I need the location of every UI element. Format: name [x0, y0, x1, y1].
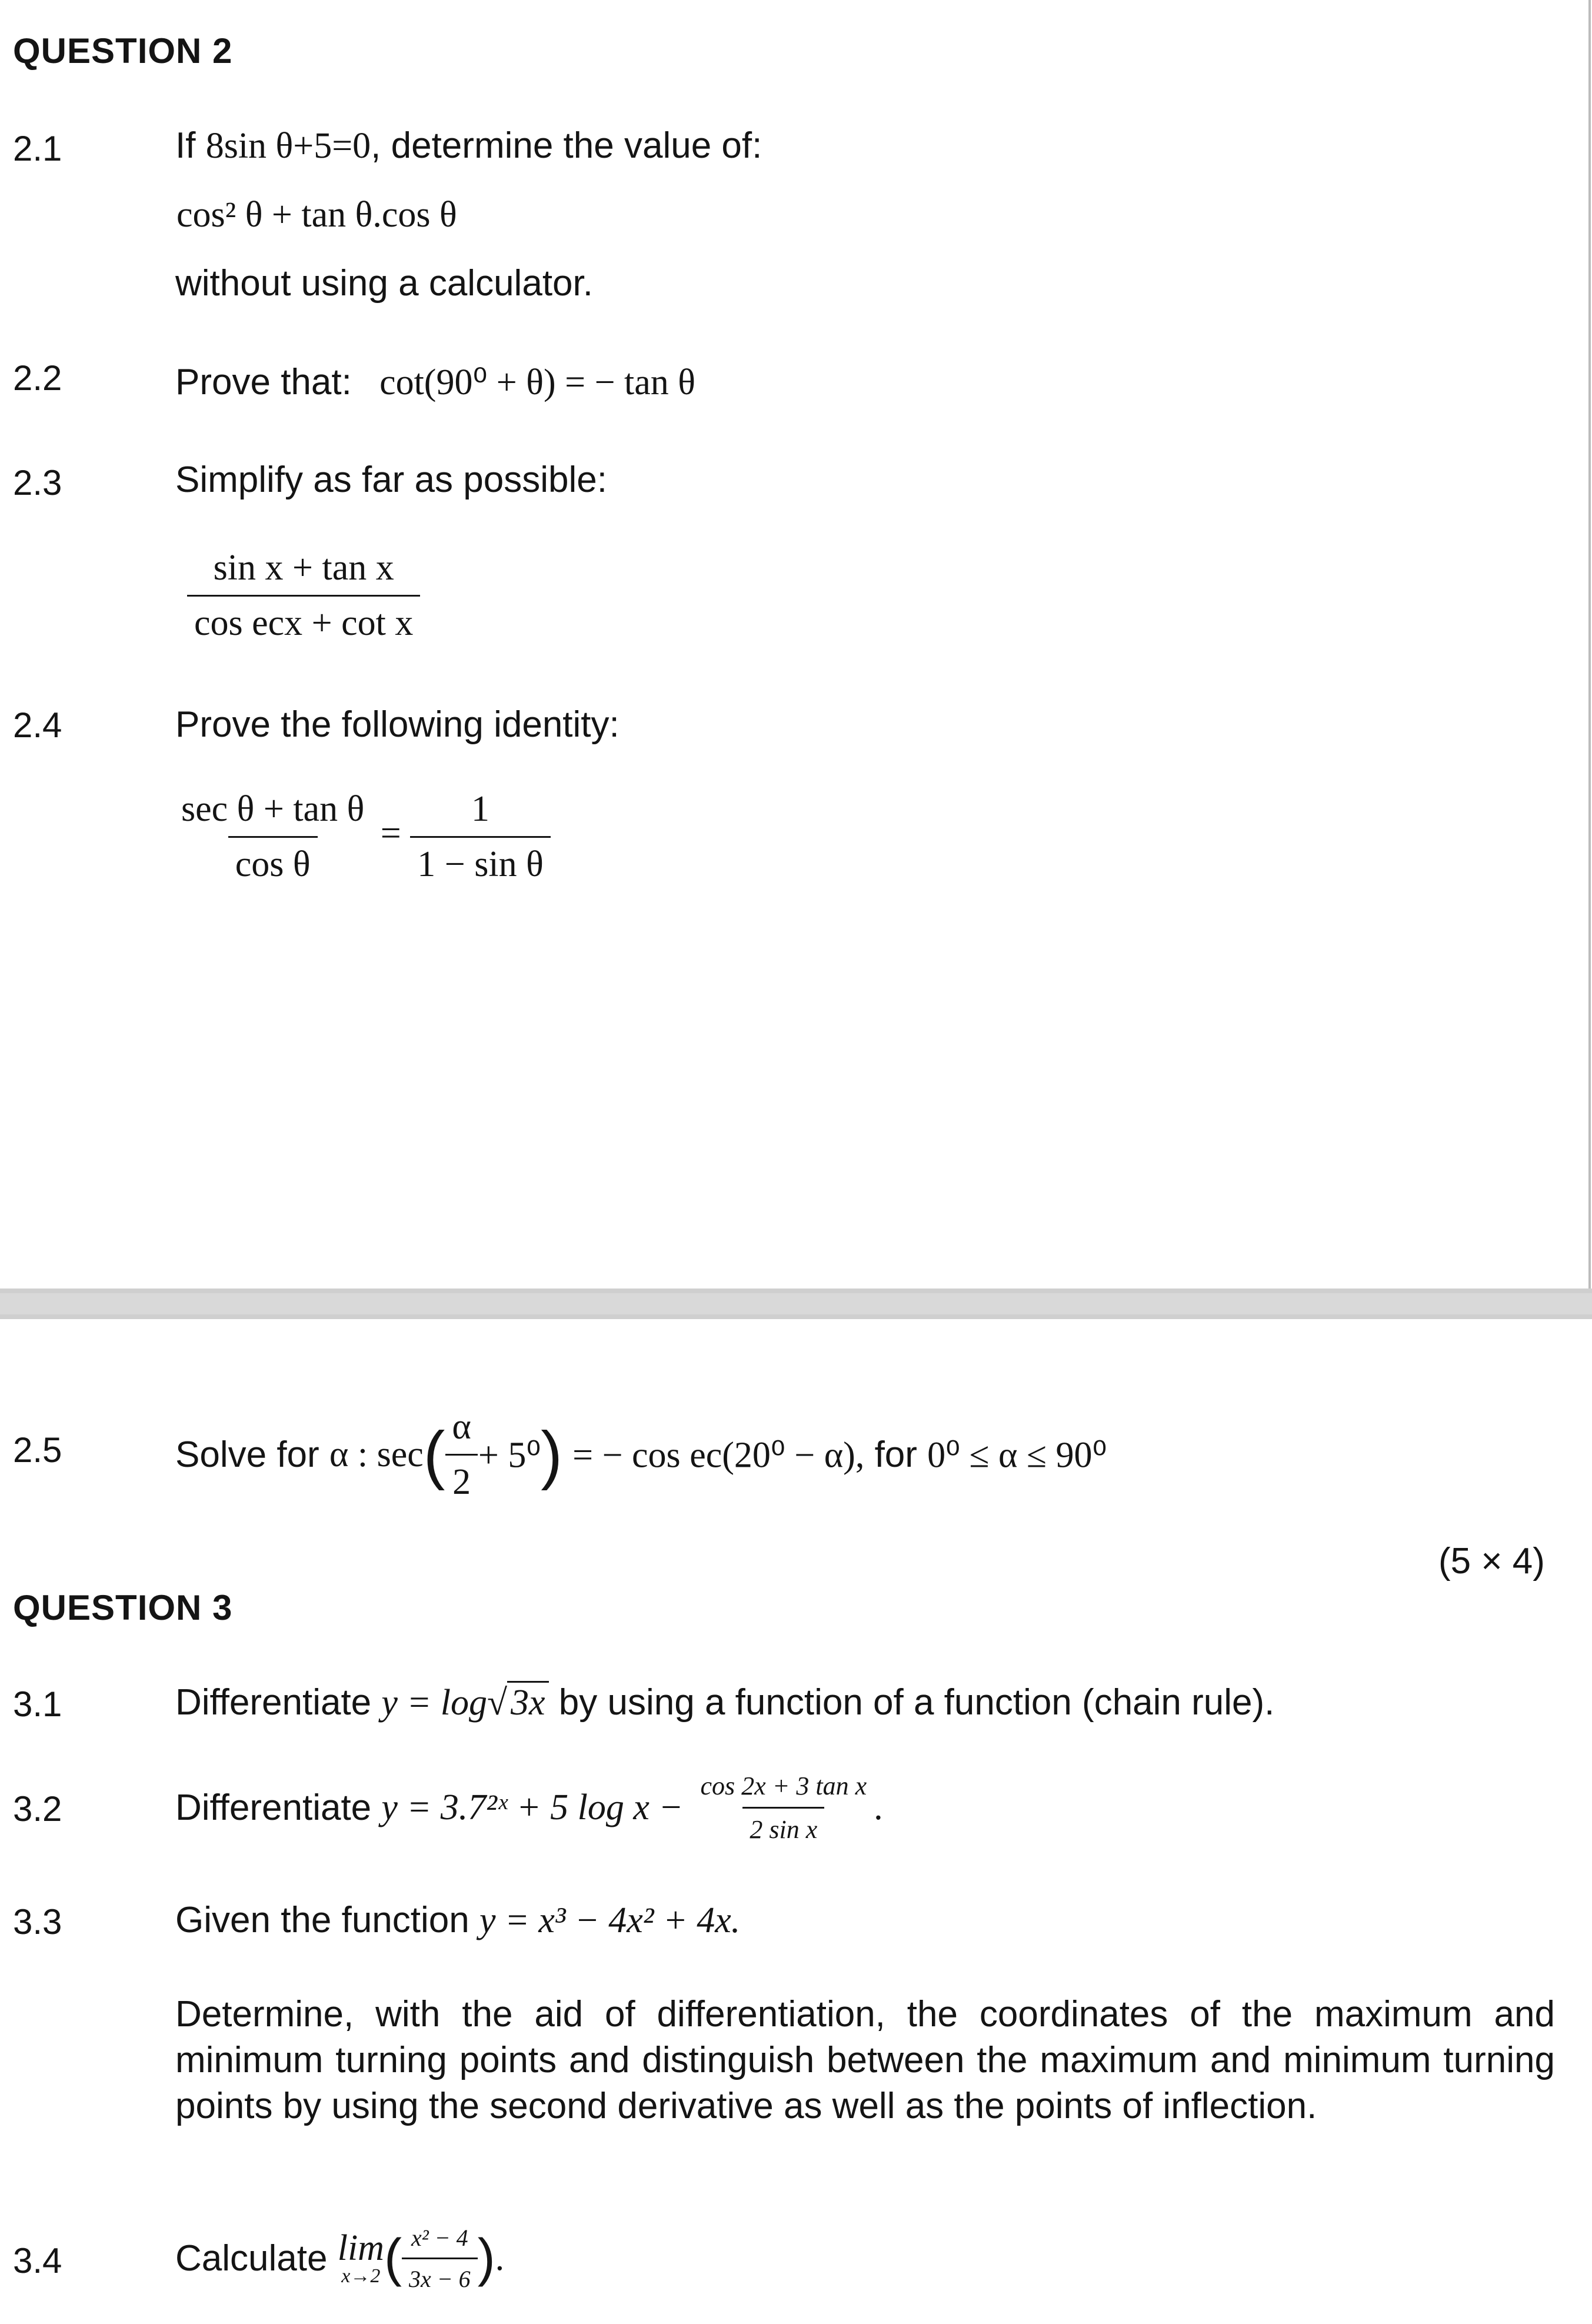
q25-for: for — [874, 1434, 917, 1475]
q32-expression: y = 3.7²ˣ + 5 log x − — [381, 1787, 684, 1827]
q2-marks: (5 × 4) — [1438, 1541, 1545, 1581]
q21-tail: , determine the value of: — [371, 125, 762, 166]
q22-number: 2.2 — [13, 358, 62, 398]
q34-lead: Calculate — [175, 2238, 328, 2279]
q22-expression: cot(90⁰ + θ) = − tan θ — [379, 362, 695, 402]
q32-number: 3.2 — [13, 1789, 62, 1829]
q25-number: 2.5 — [13, 1430, 62, 1470]
q32-statement — [175, 1771, 883, 1844]
q24-lhs-denominator: cos θ — [228, 836, 318, 885]
q31-expression: y = log — [381, 1683, 487, 1723]
q32-frac-numerator: cos 2x + 3 tan x — [700, 1772, 867, 1800]
q23-numerator: sin x + tan x — [213, 548, 394, 588]
q34-end: . — [495, 2238, 505, 2278]
q33-number: 3.3 — [13, 1902, 62, 1942]
q21-expression: cos² θ + tan θ.cos θ — [176, 195, 457, 235]
page-break-divider — [0, 1288, 1592, 1319]
q31-statement: Differentiate y = log√3x by using a function of a function (chain rule). — [175, 1682, 1275, 1723]
q25-frac-denominator: 2 — [445, 1454, 478, 1503]
q34-lim-subscript: x→2 — [341, 2265, 381, 2288]
q22-lead: Prove that: — [175, 362, 352, 402]
q25-lead: Solve for — [175, 1434, 319, 1475]
page-edge — [1588, 0, 1591, 1288]
q25-frac-numerator: α — [452, 1407, 471, 1447]
q21-number: 2.1 — [13, 129, 62, 168]
q24-rhs-denominator: 1 − sin θ — [410, 836, 551, 885]
q34-frac-numerator: x² − 4 — [411, 2225, 468, 2251]
q24-equals: = — [380, 813, 401, 854]
q25-inner: + 5⁰ — [478, 1435, 541, 1476]
q25-var: α : sec — [329, 1434, 424, 1474]
q21-note: without using a calculator. — [175, 263, 593, 304]
q23-lead: Simplify as far as possible: — [175, 460, 607, 500]
q24-rhs-numerator: 1 — [471, 789, 490, 829]
q24-identity — [174, 788, 551, 885]
q32-end: . — [874, 1787, 883, 1827]
q21-lead: If — [175, 125, 196, 166]
q23-denominator: cos ecx + cot x — [187, 595, 420, 644]
q31-number: 3.1 — [13, 1684, 62, 1724]
q32-lead: Differentiate — [175, 1787, 372, 1828]
q23-fraction — [187, 547, 420, 644]
q23-number: 2.3 — [13, 463, 62, 502]
q34-lim: lim — [337, 2228, 384, 2269]
q24-number: 2.4 — [13, 705, 62, 745]
q21-statement — [175, 125, 762, 167]
q31-lead: Differentiate — [175, 1682, 372, 1723]
q21-equation: 8sin θ+5=0 — [205, 126, 371, 166]
q34-statement: Calculate lim x→2 ( $\frac{\text{x² − 4}}{3x - 6}$ ). — [175, 2225, 505, 2292]
q33-expression: y = x³ − 4x² + 4x. — [479, 1900, 741, 1940]
question-3-heading: QUESTION 3 — [13, 1588, 233, 1627]
q32-frac-denominator: 2 sin x — [742, 1807, 824, 1844]
question-2-heading: QUESTION 2 — [13, 31, 233, 71]
q31-tail: by using a function of a function (chain rule). — [558, 1682, 1275, 1723]
q25-rest: = − cos ec(20⁰ − α), — [572, 1435, 865, 1476]
q31-radicand: 3x — [507, 1681, 549, 1723]
q33-lead: Given the function — [175, 1900, 469, 1940]
q25-statement: Solve for α : sec( $\frac{\alpha}{2}$ + 5⁰) = − cos ec(20⁰ − α), for 0⁰ ≤ α ≤ 90⁰ — [175, 1407, 1107, 1502]
q25-range: 0⁰ ≤ α ≤ 90⁰ — [927, 1435, 1107, 1476]
q34-frac-denominator: 3x − 6 — [402, 2258, 478, 2293]
q22-statement — [175, 360, 695, 404]
q33-instructions: Determine, with the aid of differentiation, the coordinates of the maximum and minimum turning points and distinguish between the maximum and minimum turning points by using the second derivative as well as the points of inflection. — [175, 1994, 1555, 2126]
q24-lhs-numerator: sec θ + tan θ — [181, 789, 365, 829]
q34-number: 3.4 — [13, 2241, 62, 2280]
q33-statement — [175, 1899, 740, 1942]
q24-lead: Prove the following identity: — [175, 704, 620, 745]
